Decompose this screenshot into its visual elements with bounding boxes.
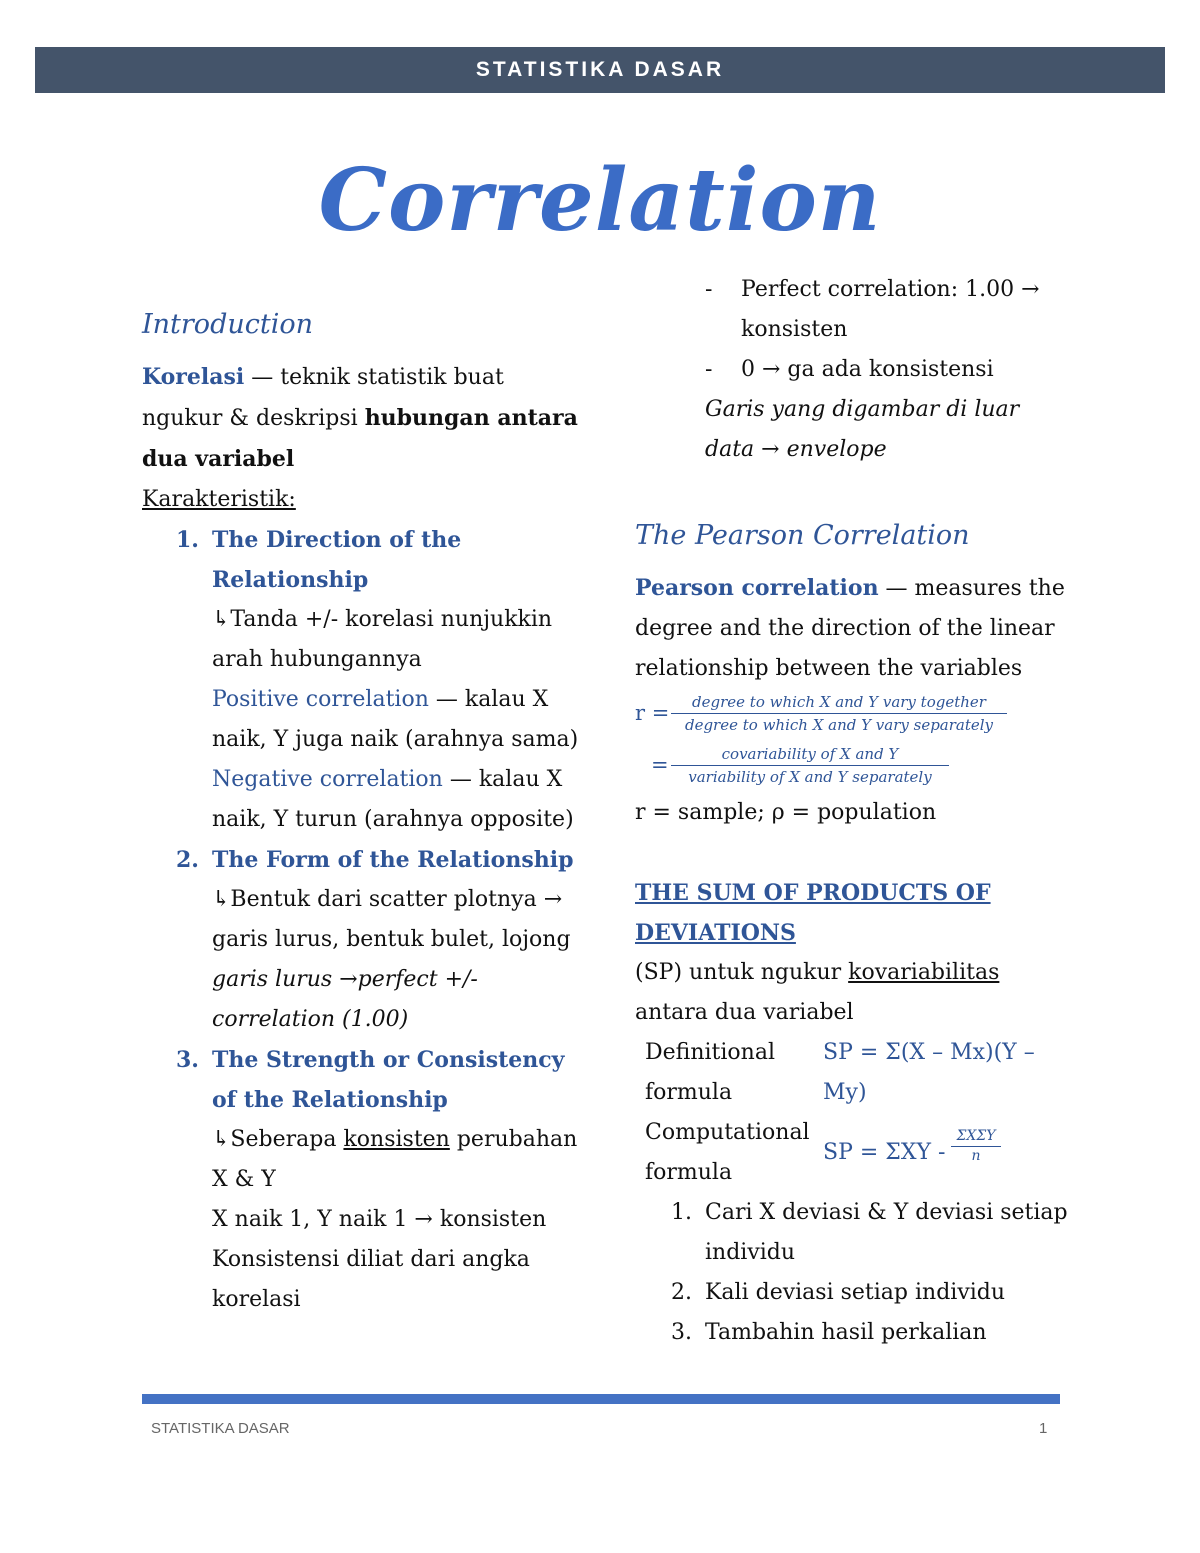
item-line: Konsistensi diliat dari angka korelasi — [212, 1247, 530, 1312]
intro-heading: Introduction — [142, 309, 313, 340]
positive-label: Positive correlation — [212, 687, 429, 712]
pearson-formula-2 — [635, 741, 1075, 793]
korelasi-def-bold: hubungan antara dua variabel — [142, 405, 578, 472]
fraction-denominator: n — [971, 1148, 981, 1164]
desc-pre: ↳Seberapa — [212, 1127, 344, 1152]
item-title: The Form of the Relationship — [212, 847, 574, 873]
step-text: Cari X deviasi & Y deviasi setiap individu — [705, 1200, 1068, 1265]
step-text: Tambahin hasil perkalian — [705, 1320, 987, 1345]
sp-heading: THE SUM OF PRODUCTS OF DEVIATIONS — [635, 880, 991, 946]
list-item — [635, 350, 1075, 390]
computational-label: Computational formula — [645, 1120, 810, 1185]
sp-desc-pre: (SP) untuk ngukur — [635, 960, 849, 985]
item-title: The Strength or Consistency of the Relationship — [212, 1047, 565, 1113]
page-title: Correlation — [318, 150, 882, 251]
fraction-denominator: degree to which X and Y vary separately — [684, 716, 994, 734]
sp-description — [635, 953, 1075, 1033]
comp-formula-text: SP = ΣXY - — [823, 1140, 946, 1165]
right-column — [635, 270, 1075, 1353]
step-text: Kali deviasi setiap individu — [705, 1280, 1006, 1305]
korelasi-definition — [142, 357, 582, 480]
header-title: STATISTIKA DASAR — [475, 58, 725, 81]
step-number: 1. — [671, 1200, 692, 1225]
envelope-note: Garis yang digambar di luar data → envelope — [705, 397, 1020, 462]
sp-desc-underlined: kovariabilitas — [848, 960, 1000, 985]
definitional-formula: SP = Σ(X – Mx)(Y – My) — [823, 1040, 1035, 1105]
step-number: 3. — [671, 1320, 692, 1345]
dash-bullet: - — [705, 277, 713, 302]
list-item — [635, 1193, 1075, 1273]
page-number: 1 — [1039, 1420, 1048, 1437]
desc-post: perubahan X & Y — [212, 1127, 578, 1192]
negative-label: Negative correlation — [212, 767, 443, 792]
item-title: The Direction of the Relationship — [212, 527, 462, 593]
formula-table — [645, 1033, 1075, 1193]
pearson-formula-1 — [635, 689, 1075, 741]
dash-text: Perfect correlation: 1.00 → konsisten — [741, 277, 1040, 342]
computational-formula — [823, 1113, 1085, 1193]
negative-text: — kalau X naik, Y turun (arahnya opposite) — [212, 767, 574, 832]
equals-sign: = — [651, 753, 669, 777]
sp-desc-post: antara dua variabel — [635, 1000, 854, 1025]
fraction-numerator: covariability of X and Y — [721, 745, 899, 763]
item-desc — [212, 1120, 582, 1200]
list-item — [142, 840, 582, 1040]
definitional-label: Definitional formula — [645, 1040, 775, 1105]
negative-correlation — [212, 760, 582, 840]
korelasi-def-text: — teknik statistik buat ngukur & deskripsi — [142, 365, 504, 431]
dash-text: 0 → ga ada konsistensi — [741, 357, 994, 382]
pearson-definition — [635, 568, 1075, 689]
step-number: 2. — [671, 1280, 692, 1305]
desc-underlined: konsisten — [343, 1127, 450, 1152]
fraction-denominator: variability of X and Y separately — [688, 768, 932, 786]
header-bar — [35, 47, 1165, 93]
fraction-numerator: ΣXΣY — [956, 1128, 996, 1144]
item-line: X naik 1, Y naik 1 → konsisten — [212, 1207, 547, 1232]
positive-correlation — [212, 680, 582, 760]
list-item — [635, 1313, 1075, 1353]
fraction — [951, 1127, 1001, 1166]
sample-population-note: r = sample; ρ = population — [635, 800, 937, 825]
item-desc: ↳Tanda +/- korelasi nunjukkin arah hubungannya — [212, 607, 553, 672]
fraction — [671, 691, 1007, 736]
item-number: 2. — [176, 847, 199, 873]
karakteristik-label: Karakteristik: — [142, 487, 296, 512]
pearson-def-text: — measures the degree and the direction of the linear relationship between the variables — [635, 576, 1065, 681]
item-number: 3. — [176, 1047, 199, 1073]
list-item — [142, 1040, 582, 1320]
r-label: r = — [635, 701, 670, 725]
list-item — [635, 1273, 1075, 1313]
footer-rule — [142, 1394, 1060, 1404]
item-desc: ↳Bentuk dari scatter plotnya → garis lurus, bentuk bulet, lojong — [212, 887, 571, 952]
item-italic-note: garis lurus →perfect +/- correlation (1.00) — [212, 967, 478, 1032]
fraction — [671, 743, 949, 788]
dash-bullet: - — [705, 357, 713, 382]
item-number: 1. — [176, 527, 199, 553]
pearson-term: Pearson correlation — [635, 575, 879, 601]
list-item — [635, 270, 1075, 350]
list-item — [142, 520, 582, 840]
fraction-numerator: degree to which X and Y vary together — [692, 693, 986, 711]
footer-title: STATISTIKA DASAR — [151, 1420, 290, 1437]
pearson-heading: The Pearson Correlation — [635, 520, 970, 551]
korelasi-term: Korelasi — [142, 364, 245, 390]
positive-text: — kalau X naik, Y juga naik (arahnya sama) — [212, 687, 579, 752]
left-column — [142, 303, 582, 1320]
